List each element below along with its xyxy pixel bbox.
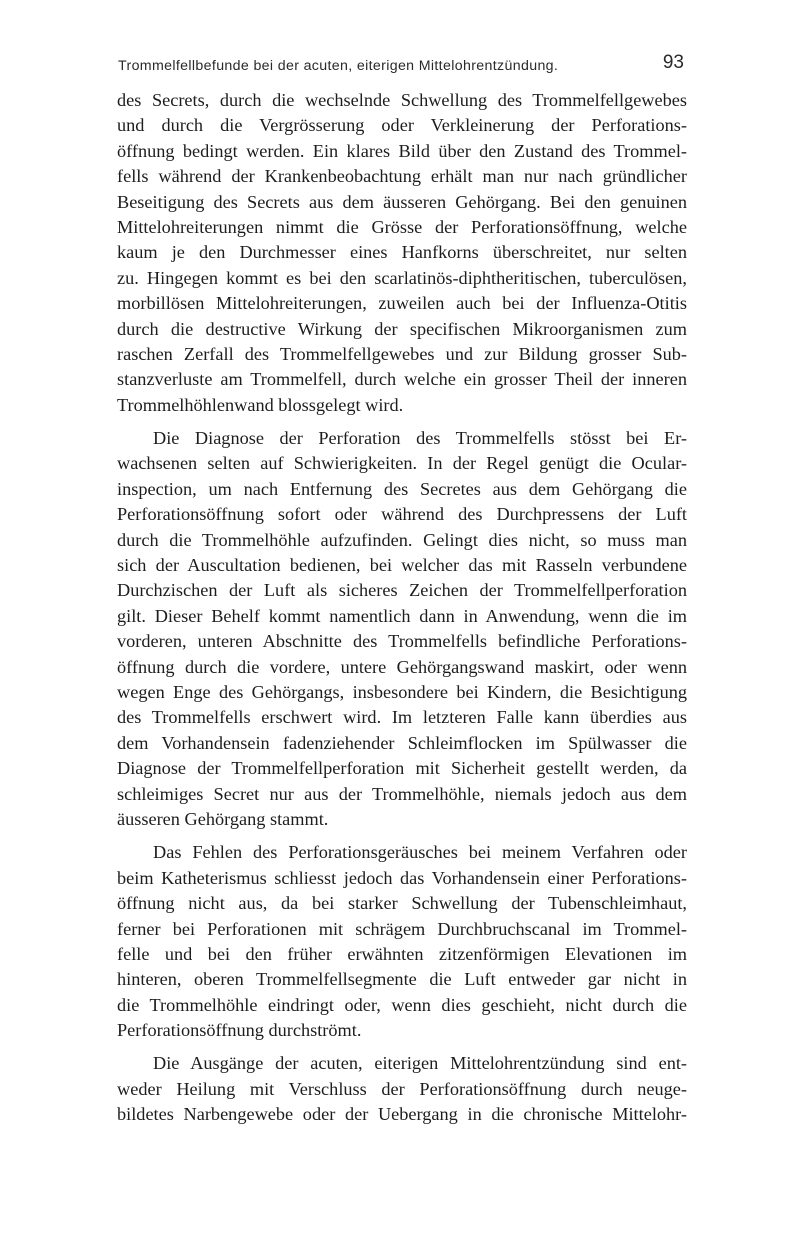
text-line: Durchzischen der Luft als sicheres Zeichen der Trommelfellperforation (117, 580, 687, 601)
text-line: Trommelhöhlenwand blossgelegt wird. (117, 394, 404, 415)
text-line: schleimiges Secret nur aus der Trommelhöhle, niemals jedoch aus dem (117, 783, 687, 804)
text-line: gilt. Dieser Behelf kommt namentlich dann in Anwendung, wenn die im (117, 605, 687, 626)
text-line: kaum je den Durchmesser eines Hanfkorns überschreitet, nur selten (117, 242, 687, 263)
text-line: Die Diagnose der Perforation des Trommelfells stösst bei Er- (153, 428, 687, 449)
text-line: des Trommelfells erschwert wird. Im letzteren Falle kann überdies aus (117, 707, 687, 728)
text-line: vorderen, unteren Abschnitte des Trommelfells befindliche Perforations- (117, 631, 687, 652)
text-line: Diagnose der Trommelfellperforation mit Sicherheit gestellt werden, da (117, 758, 687, 779)
text-line: Die Ausgänge der acuten, eiterigen Mittelohrentzündung sind ent- (153, 1053, 687, 1074)
text-line: und durch die Vergrösserung oder Verkleinerung der Perforations- (117, 115, 687, 136)
paragraph (117, 840, 687, 1043)
paragraph (117, 1051, 687, 1127)
text-line: felle und bei den früher erwähnten zitzenförmigen Elevationen im (117, 943, 687, 964)
paragraph (117, 426, 687, 832)
paragraph-gap (117, 1043, 687, 1051)
text-line: öffnung bedingt werden. Ein klares Bild über den Zustand des Trommel- (117, 140, 687, 161)
text-line: fells während der Krankenbeobachtung erhält man nur nach gründlicher (117, 166, 687, 187)
text-line: wachsenen selten auf Schwierigkeiten. In der Regel genügt die Ocular- (117, 453, 687, 474)
text-line: Beseitigung des Secrets aus dem äusseren Gehörgang. Bei den genuinen (117, 191, 687, 212)
text-line: bildetes Narbengewebe oder der Uebergang in die chronische Mittelohr- (117, 1104, 687, 1125)
text-line: wegen Enge des Gehörgangs, insbesondere bei Kindern, die Besichtigung (117, 681, 687, 702)
text-line: weder Heilung mit Verschluss der Perforationsöffnung durch neuge- (117, 1078, 687, 1099)
text-line: morbillösen Mittelohreiterungen, zuweilen auch bei der Influenza-Otitis (117, 293, 687, 314)
text-line: beim Katheterismus schliesst jedoch das Vorhandensein einer Perforations- (117, 867, 687, 888)
paragraph-gap (117, 418, 687, 426)
text-line: Perforationsöffnung durchströmt. (117, 1020, 362, 1041)
text-line: stanzverluste am Trommelfell, durch welche ein grosser Theil der inneren (117, 369, 687, 390)
running-head: Trommelfellbefunde bei der acuten, eiterigen Mittelohrentzündung. (118, 58, 559, 74)
text-line: inspection, um nach Entfernung des Secretes aus dem Gehörgang die (117, 478, 687, 499)
text-line: Perforationsöffnung sofort oder während des Durchpressens der Luft (117, 504, 687, 525)
text-line: Mittelohreiterungen nimmt die Grösse der Perforationsöffnung, welche (117, 216, 687, 237)
text-line: durch die Trommelhöhle aufzufinden. Gelingt dies nicht, so muss man (117, 529, 687, 550)
text-line: sich der Auscultation bedienen, bei welcher das mit Rasseln verbundene (117, 555, 687, 576)
text-line: des Secrets, durch die wechselnde Schwellung des Trommelfellgewebes (117, 90, 687, 110)
text-line: zu. Hingegen kommt es bei den scarlatinös-diphtheritischen, tuberculösen, (117, 267, 687, 288)
text-line: dem Vorhandensein fadenziehender Schleimflocken im Spülwasser die (117, 732, 687, 753)
text-line: öffnung durch die vordere, untere Gehörgangswand maskirt, oder wenn (117, 656, 687, 677)
body-text (117, 88, 687, 1128)
text-line: öffnung nicht aus, da bei starker Schwellung der Tubenschleimhaut, (117, 893, 687, 914)
text-line: äusseren Gehörgang stammt. (117, 808, 329, 829)
text-line: ferner bei Perforationen mit schrägem Durchbruchscanal im Trommel- (117, 918, 687, 939)
text-line: hinteren, oberen Trommelfellsegmente die Luft entweder gar nicht in (117, 969, 687, 990)
text-line: Das Fehlen des Perforationsgeräusches bei meinem Verfahren oder (153, 842, 687, 863)
paragraph (117, 88, 687, 418)
page-number: 93 (662, 52, 684, 73)
paragraph-gap (117, 832, 687, 840)
text-line: die Trommelhöhle eindringt oder, wenn dies geschieht, nicht durch die (117, 994, 687, 1015)
text-line: raschen Zerfall des Trommelfellgewebes und zur Bildung grosser Sub- (117, 343, 687, 364)
text-line: durch die destructive Wirkung der specifischen Mikroorganismen zum (117, 318, 687, 339)
